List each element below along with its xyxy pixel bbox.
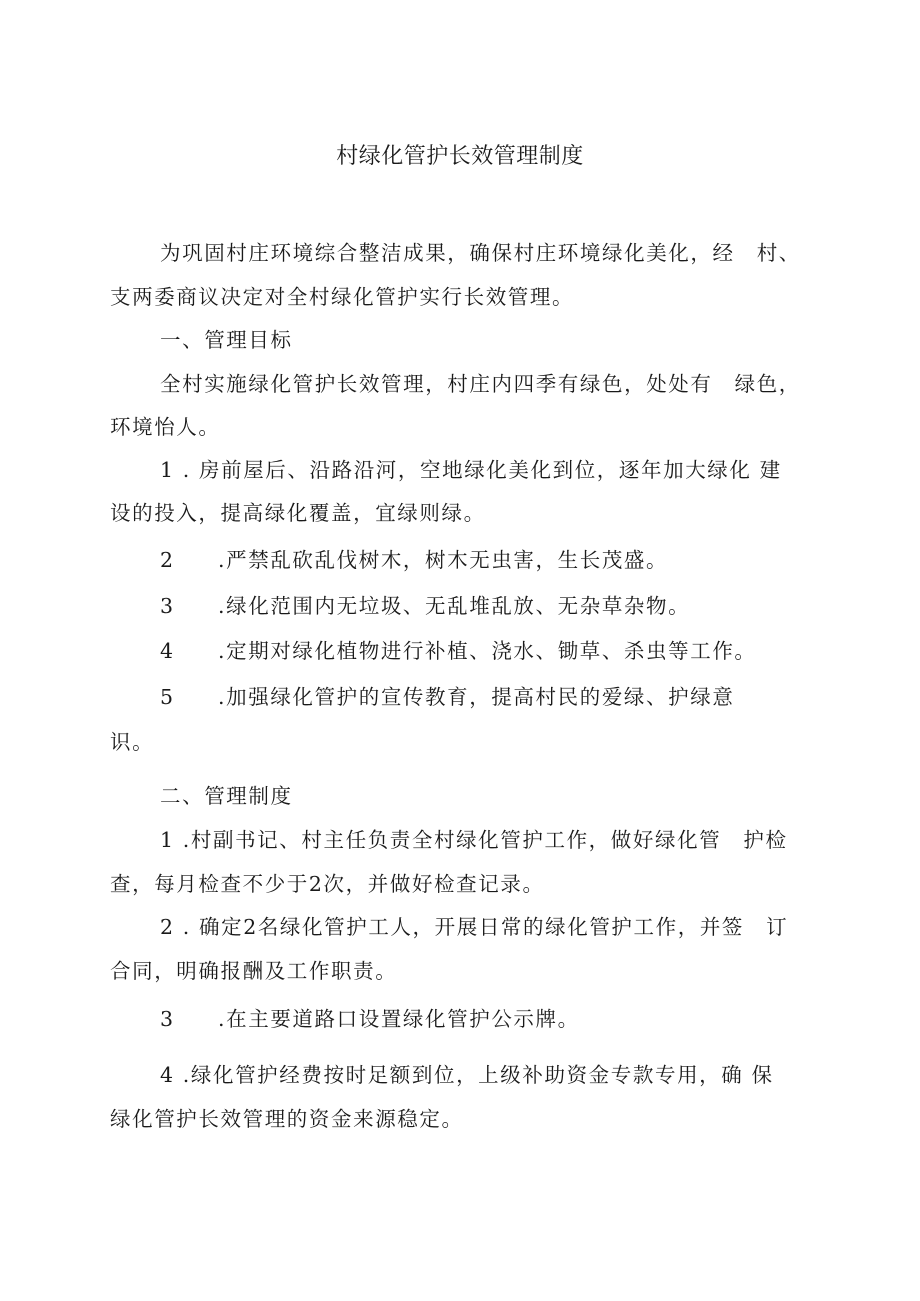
section2-item-2-line-2: 合同，明确报酬及工作职责。 xyxy=(110,959,398,983)
item-number: 5 xyxy=(160,685,175,709)
section2-item-2-line-1: 2 . 确定2名绿化管护工人，开展日常的绿化管护工作，并签 订 xyxy=(160,915,789,939)
item-text: .定期对绿化植物进行补植、浇水、锄草、杀虫等工作。 xyxy=(218,639,757,663)
section2-item-4-line-1: 4 .绿化管护经费按时足额到位，上级补助资金专款专用，确 保 xyxy=(160,1063,774,1087)
item-number: 2 xyxy=(160,548,175,572)
item-text: .加强绿化管护的宣传教育，提高村民的爱绿、护绿意 xyxy=(218,685,735,709)
item-text: .严禁乱砍乱伐树木，树木无虫害，生长茂盛。 xyxy=(218,548,669,572)
section2-item-3 xyxy=(160,1004,580,1034)
item-number: 3 xyxy=(160,594,175,618)
section1-item-5-line-2: 识。 xyxy=(110,730,155,754)
section1-item-4 xyxy=(160,636,757,666)
section2-heading: 二、管理制度 xyxy=(160,784,293,808)
intro-line-2: 支两委商议决定对全村绿化管护实行长效管理。 xyxy=(110,285,575,309)
item-number: 4 xyxy=(160,639,175,663)
section1-item-2 xyxy=(160,545,668,575)
section1-heading: 一、管理目标 xyxy=(160,328,293,352)
section1-item-3 xyxy=(160,591,690,621)
item-number: 3 xyxy=(160,1007,175,1031)
item-text: .在主要道路口设置绿化管护公示牌。 xyxy=(218,1007,580,1031)
section2-item-1-line-2: 查，每月检查不少于2次，并做好检查记录。 xyxy=(110,872,545,896)
section1-item-1-line-2: 设的投入，提高绿化覆盖，宜绿则绿。 xyxy=(110,501,486,525)
page-title: 村绿化管护长效管理制度 xyxy=(336,144,584,169)
item-text: .绿化范围内无垃圾、无乱堆乱放、无杂草杂物。 xyxy=(218,594,691,618)
intro-line-1: 为巩固村庄环境综合整洁成果，确保村庄环境绿化美化，经 村、 xyxy=(160,241,801,265)
section1-item-5 xyxy=(160,682,734,712)
section2-item-1-line-1: 1 .村副书记、村主任负责全村绿化管护工作，做好绿化管 护检 xyxy=(160,828,788,852)
section2-item-4-line-2: 绿化管护长效管理的资金来源稳定。 xyxy=(110,1107,464,1131)
section1-item-1-line-1: 1 . 房前屋后、沿路沿河，空地绿化美化到位，逐年加大绿化 建 xyxy=(160,458,782,482)
section1-summary-line-2: 环境怡人。 xyxy=(110,415,221,439)
section1-summary-line-1: 全村实施绿化管护长效管理，村庄内四季有绿色，处处有 绿色， xyxy=(160,372,801,396)
